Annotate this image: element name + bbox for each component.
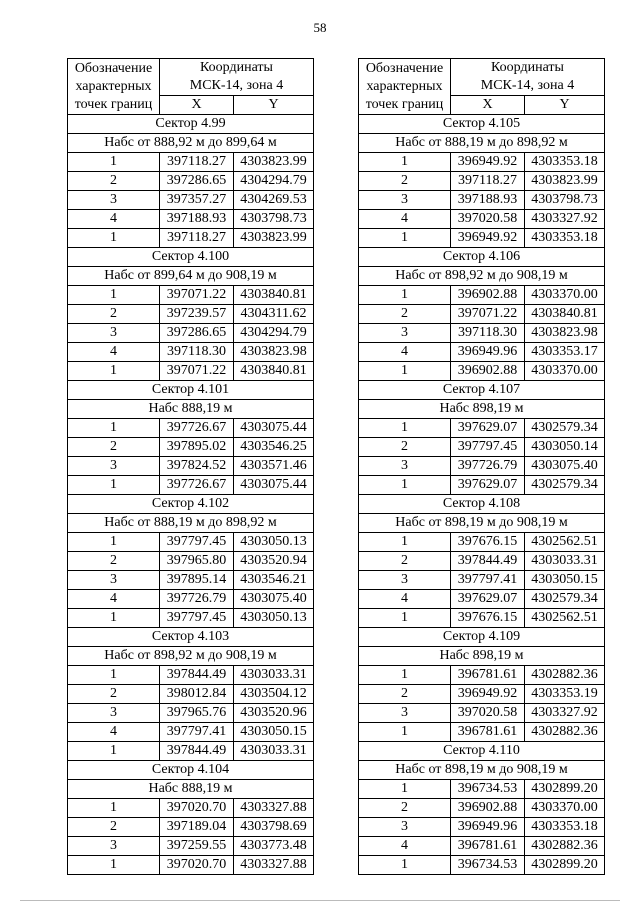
x-coordinate: 397726.67	[160, 419, 234, 438]
point-number: 4	[359, 590, 451, 609]
sector-title: Сектор 4.108	[359, 495, 605, 514]
table-row	[359, 476, 605, 495]
x-coordinate: 397895.14	[160, 571, 234, 590]
y-coordinate: 4303050.13	[234, 609, 314, 628]
table-row	[68, 476, 314, 495]
y-coordinate: 4302579.34	[525, 590, 605, 609]
y-coordinate: 4303504.12	[234, 685, 314, 704]
table-row	[359, 571, 605, 590]
y-coordinate: 4303823.98	[234, 343, 314, 362]
x-coordinate: 397357.27	[160, 191, 234, 210]
table-row	[68, 837, 314, 856]
x-coordinate: 397189.04	[160, 818, 234, 837]
y-coordinate: 4303370.00	[525, 362, 605, 381]
sector-title-row	[68, 248, 314, 267]
table-row	[359, 723, 605, 742]
point-number: 1	[68, 666, 160, 685]
header-coordinates	[451, 59, 605, 96]
y-coordinate: 4302899.20	[525, 856, 605, 875]
table-row	[359, 685, 605, 704]
y-coordinate: 4303033.31	[234, 742, 314, 761]
x-coordinate: 397797.45	[160, 533, 234, 552]
y-coordinate: 4302882.36	[525, 666, 605, 685]
x-coordinate: 397259.55	[160, 837, 234, 856]
y-coordinate: 4303353.18	[525, 229, 605, 248]
sector-title: Сектор 4.103	[68, 628, 314, 647]
sector-subtitle: Набс от 888,19 м до 898,92 м	[359, 134, 605, 153]
x-coordinate: 397118.27	[160, 153, 234, 172]
sector-subtitle: Набс 888,19 м	[68, 400, 314, 419]
header-designation-line: Обозначение	[74, 60, 153, 76]
point-number: 1	[68, 229, 160, 248]
x-coordinate: 397071.22	[160, 286, 234, 305]
sector-subtitle-row	[68, 267, 314, 286]
sector-title: Сектор 4.110	[359, 742, 605, 761]
sector-subtitle-row	[68, 514, 314, 533]
header-coordinates-line: Координаты	[200, 60, 273, 75]
header-coordinates-line: Координаты	[491, 60, 564, 75]
table-row	[359, 780, 605, 799]
sector-title-row	[68, 628, 314, 647]
coordinates-table-right	[358, 58, 605, 875]
point-number: 3	[68, 837, 160, 856]
x-coordinate: 396949.96	[451, 818, 525, 837]
table-row	[359, 799, 605, 818]
point-number: 1	[359, 476, 451, 495]
point-number: 1	[68, 533, 160, 552]
sector-title: Сектор 4.109	[359, 628, 605, 647]
sector-subtitle: Набс от 898,92 м до 908,19 м	[359, 267, 605, 286]
x-coordinate: 397020.70	[160, 856, 234, 875]
point-number: 2	[359, 172, 451, 191]
table-row	[68, 552, 314, 571]
table-row	[359, 818, 605, 837]
y-coordinate: 4303823.98	[525, 324, 605, 343]
sector-title-row	[359, 742, 605, 761]
point-number: 2	[68, 172, 160, 191]
point-number: 2	[359, 438, 451, 457]
point-number: 1	[68, 362, 160, 381]
sector-title: Сектор 4.101	[68, 381, 314, 400]
table-row	[359, 191, 605, 210]
header-designation-line: точек границ	[74, 96, 153, 112]
table-row	[68, 818, 314, 837]
table-row	[68, 666, 314, 685]
point-number: 4	[359, 210, 451, 229]
y-coordinate: 4303327.88	[234, 856, 314, 875]
table-row	[359, 590, 605, 609]
x-coordinate: 397188.93	[451, 191, 525, 210]
y-coordinate: 4303327.92	[525, 704, 605, 723]
table-row	[359, 666, 605, 685]
point-number: 1	[68, 153, 160, 172]
y-coordinate: 4303327.92	[525, 210, 605, 229]
table-row	[68, 153, 314, 172]
table-row	[68, 191, 314, 210]
table-row	[359, 533, 605, 552]
point-number: 2	[359, 305, 451, 324]
x-coordinate: 397629.07	[451, 590, 525, 609]
sector-title-row	[359, 495, 605, 514]
point-number: 1	[68, 476, 160, 495]
sector-subtitle: Набс от 888,92 м до 899,64 м	[68, 134, 314, 153]
x-coordinate: 397118.27	[160, 229, 234, 248]
y-coordinate: 4303075.44	[234, 476, 314, 495]
point-number: 3	[359, 818, 451, 837]
point-number: 3	[359, 324, 451, 343]
table-row	[68, 438, 314, 457]
sector-title: Сектор 4.105	[359, 115, 605, 134]
y-coordinate: 4302882.36	[525, 723, 605, 742]
sector-subtitle-row	[359, 267, 605, 286]
point-number: 4	[68, 343, 160, 362]
sector-subtitle: Набс от 899,64 м до 908,19 м	[68, 267, 314, 286]
sector-subtitle: Набс от 898,19 м до 908,19 м	[359, 514, 605, 533]
x-coordinate: 397020.58	[451, 210, 525, 229]
sector-title-row	[68, 495, 314, 514]
x-coordinate: 397895.02	[160, 438, 234, 457]
y-coordinate: 4303075.44	[234, 419, 314, 438]
y-coordinate: 4303327.88	[234, 799, 314, 818]
sector-title-row	[359, 628, 605, 647]
point-number: 3	[68, 324, 160, 343]
x-coordinate: 396949.92	[451, 153, 525, 172]
header-designation-line: Обозначение	[365, 60, 444, 76]
point-number: 1	[359, 533, 451, 552]
point-number: 2	[68, 552, 160, 571]
point-number: 1	[359, 609, 451, 628]
x-coordinate: 396781.61	[451, 723, 525, 742]
x-coordinate: 397844.49	[451, 552, 525, 571]
header-designation	[68, 59, 160, 115]
table-row	[359, 609, 605, 628]
y-coordinate: 4304294.79	[234, 172, 314, 191]
table-row	[68, 419, 314, 438]
y-coordinate: 4302579.34	[525, 419, 605, 438]
y-coordinate: 4303370.00	[525, 286, 605, 305]
page-number: 58	[313, 20, 327, 35]
y-coordinate: 4303823.99	[234, 229, 314, 248]
table-row	[68, 286, 314, 305]
point-number: 4	[359, 343, 451, 362]
header-coordinates-line: МСК-14, зона 4	[480, 78, 575, 93]
x-coordinate: 397071.22	[451, 305, 525, 324]
table-row	[359, 305, 605, 324]
y-coordinate: 4302899.20	[525, 780, 605, 799]
y-coordinate: 4302562.51	[525, 609, 605, 628]
table-row	[68, 704, 314, 723]
point-number: 1	[359, 856, 451, 875]
table-row	[359, 172, 605, 191]
point-number: 4	[68, 590, 160, 609]
x-coordinate: 397188.93	[160, 210, 234, 229]
x-coordinate: 397286.65	[160, 324, 234, 343]
table-row	[68, 172, 314, 191]
sector-subtitle-row	[359, 400, 605, 419]
header-y: Y	[525, 96, 605, 115]
point-number: 2	[359, 552, 451, 571]
point-number: 1	[68, 856, 160, 875]
table-row	[359, 856, 605, 875]
x-coordinate: 396949.92	[451, 685, 525, 704]
sector-title-row	[359, 381, 605, 400]
x-coordinate: 397797.45	[160, 609, 234, 628]
y-coordinate: 4303520.96	[234, 704, 314, 723]
table-row	[359, 438, 605, 457]
x-coordinate: 397676.15	[451, 609, 525, 628]
table-row	[68, 362, 314, 381]
point-number: 3	[359, 571, 451, 590]
x-coordinate: 397071.22	[160, 362, 234, 381]
x-coordinate: 396949.92	[451, 229, 525, 248]
y-coordinate: 4303546.25	[234, 438, 314, 457]
point-number: 3	[359, 704, 451, 723]
x-coordinate: 397965.76	[160, 704, 234, 723]
sector-title: Сектор 4.104	[68, 761, 314, 780]
y-coordinate: 4303571.46	[234, 457, 314, 476]
sector-title-row	[68, 115, 314, 134]
x-coordinate: 397824.52	[160, 457, 234, 476]
table-row	[359, 419, 605, 438]
y-coordinate: 4303840.81	[234, 362, 314, 381]
x-coordinate: 396949.96	[451, 343, 525, 362]
y-coordinate: 4303546.21	[234, 571, 314, 590]
table-row	[359, 210, 605, 229]
point-number: 1	[359, 419, 451, 438]
table-row	[359, 704, 605, 723]
sector-subtitle: Набс от 898,92 м до 908,19 м	[68, 647, 314, 666]
sector-title: Сектор 4.100	[68, 248, 314, 267]
table-row	[68, 324, 314, 343]
point-number: 1	[68, 799, 160, 818]
coordinates-table-left	[67, 58, 314, 875]
point-number: 3	[68, 571, 160, 590]
x-coordinate: 396902.88	[451, 799, 525, 818]
y-coordinate: 4303798.73	[234, 210, 314, 229]
point-number: 2	[68, 438, 160, 457]
table-row	[68, 742, 314, 761]
y-coordinate: 4304294.79	[234, 324, 314, 343]
x-coordinate: 397676.15	[451, 533, 525, 552]
point-number: 3	[68, 704, 160, 723]
x-coordinate: 396734.53	[451, 856, 525, 875]
y-coordinate: 4303798.73	[525, 191, 605, 210]
x-coordinate: 397118.27	[451, 172, 525, 191]
x-coordinate: 397020.70	[160, 799, 234, 818]
y-coordinate: 4303823.99	[234, 153, 314, 172]
y-coordinate: 4303840.81	[234, 286, 314, 305]
sector-subtitle-row	[359, 134, 605, 153]
sector-subtitle: Набс 898,19 м	[359, 400, 605, 419]
x-coordinate: 397286.65	[160, 172, 234, 191]
header-designation-line: характерных	[366, 78, 443, 94]
sector-title: Сектор 4.106	[359, 248, 605, 267]
y-coordinate: 4303840.81	[525, 305, 605, 324]
table-row	[68, 210, 314, 229]
table-row	[68, 590, 314, 609]
y-coordinate: 4303370.00	[525, 799, 605, 818]
x-coordinate: 397797.41	[160, 723, 234, 742]
y-coordinate: 4303075.40	[234, 590, 314, 609]
point-number: 1	[359, 780, 451, 799]
table-row	[359, 153, 605, 172]
point-number: 1	[359, 362, 451, 381]
table-row	[68, 723, 314, 742]
x-coordinate: 397239.57	[160, 305, 234, 324]
x-coordinate: 396781.61	[451, 666, 525, 685]
header-coordinates	[160, 59, 314, 96]
table-row	[68, 343, 314, 362]
y-coordinate: 4303050.14	[525, 438, 605, 457]
sector-subtitle-row	[359, 514, 605, 533]
y-coordinate: 4304311.62	[234, 305, 314, 324]
sector-subtitle: Набс 898,19 м	[359, 647, 605, 666]
x-coordinate: 397726.79	[451, 457, 525, 476]
sector-subtitle: Набс 888,19 м	[68, 780, 314, 799]
y-coordinate: 4303823.99	[525, 172, 605, 191]
point-number: 2	[359, 799, 451, 818]
header-designation	[359, 59, 451, 115]
table-row	[359, 229, 605, 248]
point-number: 1	[359, 666, 451, 685]
sector-title-row	[68, 761, 314, 780]
table-row	[359, 362, 605, 381]
point-number: 1	[359, 153, 451, 172]
y-coordinate: 4303773.48	[234, 837, 314, 856]
x-coordinate: 397797.41	[451, 571, 525, 590]
x-coordinate: 397726.67	[160, 476, 234, 495]
table-row	[359, 343, 605, 362]
point-number: 2	[68, 685, 160, 704]
sector-subtitle: Набс от 898,19 м до 908,19 м	[359, 761, 605, 780]
y-coordinate: 4302882.36	[525, 837, 605, 856]
header-designation-line: точек границ	[365, 96, 444, 112]
x-coordinate: 397965.80	[160, 552, 234, 571]
table-row	[68, 533, 314, 552]
y-coordinate: 4303050.15	[234, 723, 314, 742]
sector-subtitle-row	[359, 761, 605, 780]
point-number: 3	[359, 457, 451, 476]
header-y: Y	[234, 96, 314, 115]
x-coordinate: 397726.79	[160, 590, 234, 609]
table-row	[359, 552, 605, 571]
y-coordinate: 4302562.51	[525, 533, 605, 552]
point-number: 1	[359, 229, 451, 248]
sector-subtitle-row	[68, 400, 314, 419]
x-coordinate: 397629.07	[451, 419, 525, 438]
x-coordinate: 396902.88	[451, 286, 525, 305]
y-coordinate: 4303050.15	[525, 571, 605, 590]
y-coordinate: 4303520.94	[234, 552, 314, 571]
point-number: 1	[68, 742, 160, 761]
x-coordinate: 396734.53	[451, 780, 525, 799]
x-coordinate: 397844.49	[160, 742, 234, 761]
table-row	[68, 856, 314, 875]
point-number: 3	[359, 191, 451, 210]
point-number: 4	[68, 723, 160, 742]
bottom-rule	[20, 900, 620, 901]
sector-title: Сектор 4.107	[359, 381, 605, 400]
x-coordinate: 397020.58	[451, 704, 525, 723]
x-coordinate: 396781.61	[451, 837, 525, 856]
y-coordinate: 4304269.53	[234, 191, 314, 210]
sector-title: Сектор 4.102	[68, 495, 314, 514]
table-row	[68, 305, 314, 324]
table-row	[68, 571, 314, 590]
point-number: 1	[359, 286, 451, 305]
y-coordinate: 4303353.17	[525, 343, 605, 362]
sector-subtitle-row	[68, 647, 314, 666]
table-row	[359, 457, 605, 476]
x-coordinate: 398012.84	[160, 685, 234, 704]
point-number: 3	[68, 457, 160, 476]
header-designation-line: характерных	[75, 78, 152, 94]
point-number: 2	[68, 305, 160, 324]
x-coordinate: 397844.49	[160, 666, 234, 685]
table-row	[68, 609, 314, 628]
point-number: 1	[68, 609, 160, 628]
point-number: 4	[359, 837, 451, 856]
x-coordinate: 397118.30	[451, 324, 525, 343]
table-row	[68, 685, 314, 704]
point-number: 1	[68, 419, 160, 438]
y-coordinate: 4303353.18	[525, 818, 605, 837]
sector-title-row	[359, 115, 605, 134]
y-coordinate: 4303033.31	[525, 552, 605, 571]
sector-subtitle-row	[68, 780, 314, 799]
table-row	[68, 799, 314, 818]
header-coordinates-line: МСК-14, зона 4	[189, 78, 284, 93]
sector-subtitle-row	[359, 647, 605, 666]
y-coordinate: 4303798.69	[234, 818, 314, 837]
y-coordinate: 4303075.40	[525, 457, 605, 476]
table-row	[68, 457, 314, 476]
table-row	[359, 286, 605, 305]
point-number: 1	[359, 723, 451, 742]
point-number: 4	[68, 210, 160, 229]
point-number: 2	[359, 685, 451, 704]
y-coordinate: 4303050.13	[234, 533, 314, 552]
y-coordinate: 4303353.19	[525, 685, 605, 704]
sector-title: Сектор 4.99	[68, 115, 314, 134]
x-coordinate: 397629.07	[451, 476, 525, 495]
point-number: 2	[68, 818, 160, 837]
header-x: X	[451, 96, 525, 115]
sector-subtitle-row	[68, 134, 314, 153]
x-coordinate: 396902.88	[451, 362, 525, 381]
y-coordinate: 4303353.18	[525, 153, 605, 172]
x-coordinate: 397118.30	[160, 343, 234, 362]
sector-subtitle: Набс от 888,19 м до 898,92 м	[68, 514, 314, 533]
x-coordinate: 397797.45	[451, 438, 525, 457]
point-number: 1	[68, 286, 160, 305]
table-row	[359, 324, 605, 343]
y-coordinate: 4302579.34	[525, 476, 605, 495]
sector-title-row	[359, 248, 605, 267]
point-number: 3	[68, 191, 160, 210]
table-row	[68, 229, 314, 248]
sector-title-row	[68, 381, 314, 400]
y-coordinate: 4303033.31	[234, 666, 314, 685]
table-row	[359, 837, 605, 856]
header-x: X	[160, 96, 234, 115]
